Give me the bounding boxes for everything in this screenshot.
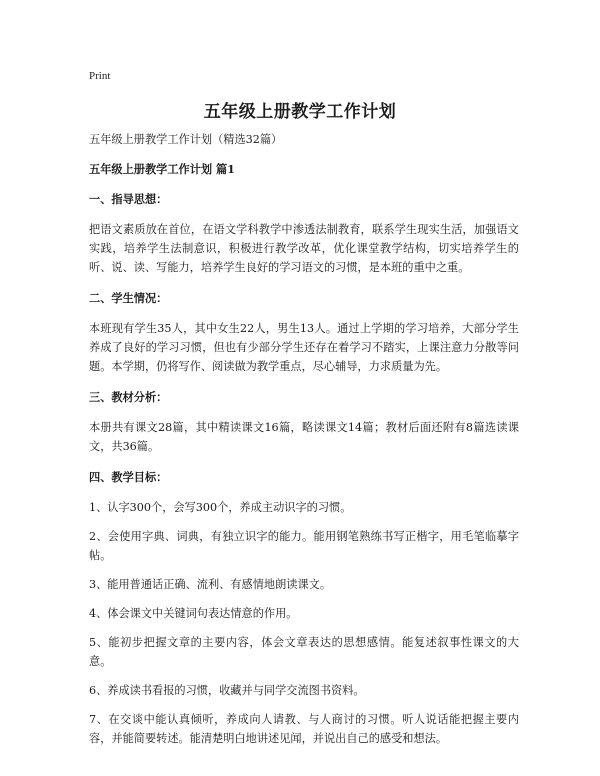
document-subtitle: 五年级上册教学工作计划（精选32篇）	[89, 133, 283, 146]
section-text-students: 本班现有学生35人，其中女生22人，男生13人。通过上学期的学习培养，大部分学生养成了良好的学习习惯，但也有少部分学生还存在着学习不踏实，上课注意力分散等问题。本学期，仍将写作、阅读做为教学重点，尽心辅导，力求质量为先。	[89, 322, 519, 373]
goal-item: 4、体会课文中关键词句表达情意的作用。	[89, 607, 298, 620]
document-body	[89, 130, 519, 758]
goal-item: 5、能初步把握文章的主要内容，体会文章表达的思想感情。能复述叙事性课文的大意。	[89, 636, 519, 668]
section-heading-goals: 四、教学目标：	[89, 470, 168, 484]
goal-item: 7、在交谈中能认真倾听，养成向人请教、与人商讨的习惯。听人说话能把握主要内容，并能简要转述。能清楚明白地讲述见闻，并说出自己的感受和想法。	[89, 713, 519, 745]
section-heading-students: 二、学生情况：	[89, 291, 168, 305]
goal-item: 6、养成读书看报的习惯，收藏并与同学交流图书资料。	[89, 684, 365, 697]
goal-item: 3、能用普通话正确、流利、有感情地朗读课文。	[89, 578, 332, 591]
goal-item: 1、认字300个，会写300个，养成主动识字的习惯。	[89, 501, 352, 514]
section-heading-textbook: 三、教材分析：	[89, 390, 168, 404]
article-heading: 五年级上册教学工作计划 篇1	[89, 162, 235, 176]
section-heading-guiding: 一、指导思想：	[89, 192, 168, 206]
section-text-textbook: 本册共有课文28篇，其中精读课文16篇，略读课文14篇；教材后面还附有8篇选读课文，共36篇。	[89, 421, 519, 453]
page-title: 五年级上册教学工作计划	[203, 102, 397, 122]
goal-item: 2、会使用字典、词典，有独立识字的能力。能用钢笔熟练书写正楷字，用毛笔临摹字帖。	[89, 530, 519, 562]
section-text-guiding: 把语文素质放在首位，在语文学科教学中渗透法制教育，联系学生现实生活，加强语文实践，培养学生法制意识，积极进行教学改革，优化课堂教学结构，切实培养学生的听、说、读、写能力，培养学生良好的学习语文的习惯，是本班的重中之重。	[89, 223, 519, 274]
print-link[interactable]: Print	[89, 70, 111, 82]
